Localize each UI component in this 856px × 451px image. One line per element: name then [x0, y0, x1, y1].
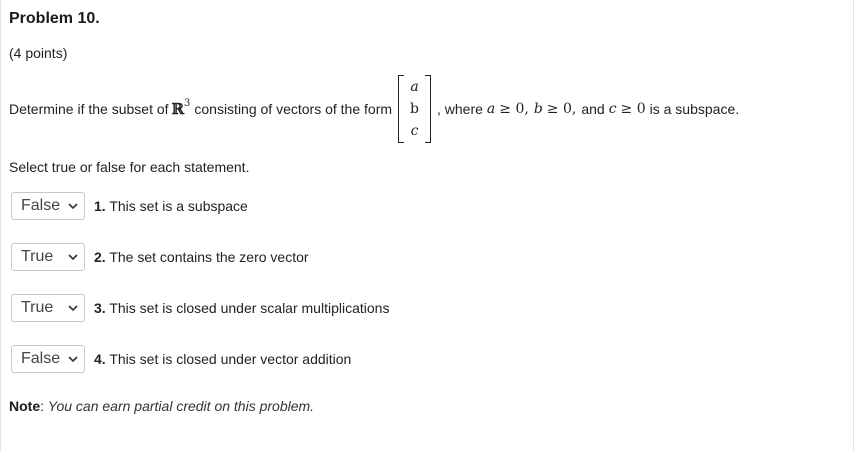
statement-row: [11, 192, 248, 220]
question-and: and: [581, 101, 605, 117]
note-label: Note: [9, 398, 41, 414]
statement-text: [94, 300, 389, 316]
matrix-entry-b: b: [410, 101, 419, 117]
problem-title: Problem 10.: [9, 10, 100, 27]
question-prefix: Determine if the subset of: [9, 101, 169, 117]
statement-text: [94, 351, 351, 367]
answer-select-3[interactable]: [11, 294, 85, 322]
select-value: False: [21, 197, 61, 214]
statement-number: 1.: [94, 198, 106, 214]
cond-c-var: c: [608, 101, 617, 117]
matrix-right-bracket: [425, 75, 431, 143]
statement-number: 2.: [94, 249, 106, 265]
statement-text: [94, 198, 248, 214]
question-suffix: is a subspace.: [649, 101, 740, 117]
chevron-down-icon: [68, 253, 78, 261]
statement-number: 3.: [94, 300, 106, 316]
chevron-down-icon: [68, 304, 78, 312]
select-value: False: [21, 350, 61, 367]
statement-number: 4.: [94, 351, 106, 367]
cond-a-var: a: [486, 101, 496, 117]
statement-label: The set contains the zero vector: [109, 249, 309, 265]
chevron-down-icon: [68, 202, 78, 210]
set-symbol: ℝ: [171, 100, 184, 118]
chevron-down-icon: [68, 355, 78, 363]
answer-select-2[interactable]: [11, 243, 85, 271]
statement-row: [11, 243, 309, 271]
question-middle: consisting of vectors of the form: [194, 101, 393, 117]
cond-b-var: b: [533, 101, 543, 117]
answer-select-4[interactable]: [11, 345, 85, 373]
select-value: True: [21, 248, 54, 265]
question-text: [9, 72, 739, 146]
statement-label: This set is closed under vector addition: [109, 351, 352, 367]
question-where: , where: [436, 101, 483, 117]
statement-row: [11, 294, 389, 322]
statement-label: This set is closed under scalar multiplications: [109, 300, 390, 316]
cond-c-rel: ≥ 0: [620, 101, 646, 117]
matrix-entries: [404, 75, 425, 143]
statement-label: This set is a subspace: [109, 198, 248, 214]
note-text: You can earn partial credit on this problem.: [47, 398, 315, 414]
instructions: Select true or false for each statement.: [9, 159, 250, 175]
problem-points: (4 points): [9, 45, 68, 61]
note: [9, 398, 314, 414]
statement-row: [11, 345, 351, 373]
cond-a-rel: ≥ 0,: [499, 101, 529, 117]
statement-text: [94, 249, 309, 265]
cond-b-rel: ≥ 0,: [546, 101, 577, 117]
set-exponent: 3: [184, 97, 191, 109]
vector-matrix: [398, 75, 431, 143]
note-colon: :: [40, 398, 45, 414]
matrix-entry-c: c: [410, 123, 419, 139]
answer-select-1[interactable]: [11, 192, 85, 220]
select-value: True: [21, 299, 54, 316]
matrix-entry-a: a: [410, 79, 419, 95]
